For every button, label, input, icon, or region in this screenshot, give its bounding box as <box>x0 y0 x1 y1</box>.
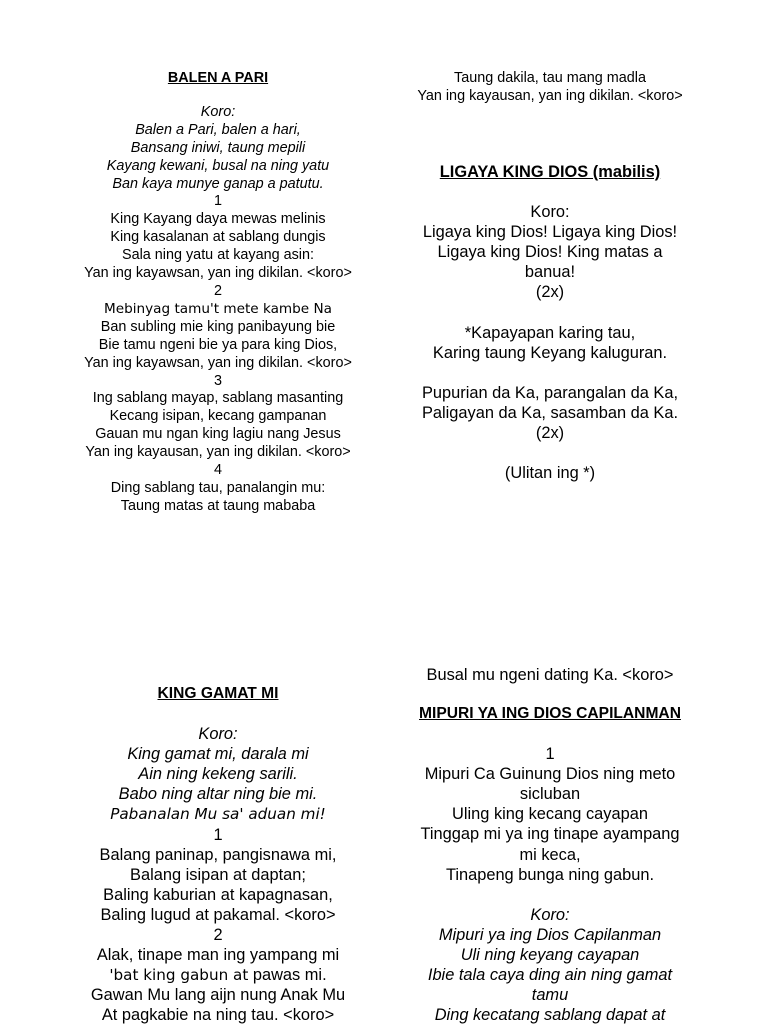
lyric-line: Yan ing kayausan, yan ing dikilan. <koro> <box>85 444 351 461</box>
lyric-line: Baling lugud at pakamal. <koro> <box>100 905 336 924</box>
lyric-line: Babo ning altar ning bie mi. <box>118 785 318 804</box>
lyric-line: sicluban <box>519 785 581 804</box>
koro-label: Koro: <box>200 103 236 120</box>
lyric-line: King kasalanan at sablang dungis <box>110 229 326 246</box>
lyric-line: Balang paninap, pangisnawa mi, <box>99 845 337 864</box>
lyric-line: Pupurian da Ka, parangalan da Ka, <box>421 383 679 402</box>
lyric-line: Ing sablang mayap, sablang masanting <box>92 390 344 407</box>
lyric-line: Taung matas at taung mababa <box>120 497 316 514</box>
lyric-line: mi keca, <box>519 845 581 864</box>
lyric-line: King gamat mi, darala mi <box>127 745 309 764</box>
lyric-line: tamu <box>531 986 569 1005</box>
song-title: BALEN A PARI <box>167 70 269 86</box>
song-king-gamat-mi <box>48 684 388 1026</box>
verse-number: 4 <box>213 462 222 479</box>
lyric-line: Mipuri ya ing Dios Capilanman <box>438 925 662 944</box>
lyric-fragment: pawas mi. <box>248 966 327 985</box>
verse-number: 3 <box>213 372 222 389</box>
lyric-line: Bansang iniwi, taung mepili <box>130 139 306 156</box>
lyric-line: Ligaya king Dios! King matas a <box>437 243 663 262</box>
lyric-line: Sala ning yatu at kayang asin: <box>121 247 314 264</box>
lyric-line: *Kapayapan karing tau, <box>464 323 636 342</box>
lyric-fragment: 'bat king gabun at <box>109 966 249 985</box>
verse-number: 1 <box>213 193 222 210</box>
song-title: MIPURI YA ING DIOS CAPILANMAN <box>419 705 681 722</box>
lyric-line: Mebinyag tamu't mete kambe Na <box>104 300 332 317</box>
lyric-line: Karing taung Keyang kaluguran. <box>432 343 668 362</box>
verse-number: 2 <box>213 282 222 299</box>
lyric-line: Uli ning keyang cayapan <box>460 945 640 964</box>
lyric-line: Yan ing kayawsan, yan ing dikilan. <koro> <box>84 265 352 282</box>
verse-number: 1 <box>213 825 223 844</box>
lyric-line: Tinggap mi ya ing tinape ayampang <box>420 825 680 844</box>
song-balen-a-pari <box>48 70 388 516</box>
lyric-line: At pagkabie na ning tau. <koro> <box>101 1006 335 1025</box>
koro-label: Koro: <box>530 905 570 924</box>
lyric-line: Mipuri Ca Guinung Dios ning meto <box>424 765 676 784</box>
repeat-mark: (2x) <box>535 423 565 442</box>
lyric-line: Pabanalan Mu sa' aduan mi! <box>110 805 326 824</box>
lyric-line: Baling kaburian at kapagnasan, <box>103 885 333 904</box>
lyric-line: Ding kecatang sablang dapat at <box>434 1006 666 1025</box>
song-balen-continuation <box>390 70 710 106</box>
koro-label: Koro: <box>530 203 570 222</box>
verse-number: 2 <box>213 926 223 945</box>
lyric-line: Uling king kecang cayapan <box>452 805 648 824</box>
lyric-line: Ban kaya munye ganap a patutu. <box>112 175 324 192</box>
lyric-line <box>48 965 388 985</box>
verse-number: 1 <box>545 745 555 764</box>
lyric-line: Balang isipan at daptan; <box>130 865 306 884</box>
song-title: LIGAYA KING DIOS (mabilis) <box>439 163 661 181</box>
repeat-mark: (2x) <box>535 283 565 302</box>
song-mipuri-ya-ing-dios <box>390 704 710 1025</box>
lyric-line: Balen a Pari, balen a hari, <box>135 121 301 138</box>
lyric-line: Alak, tinape man ing yampang mi <box>96 946 340 965</box>
lyric-line: Ibie tala caya ding ain ning gamat <box>427 966 673 985</box>
lyric-line: Bie tamu ngeni bie ya para king Dios, <box>98 336 338 353</box>
song-title: KING GAMAT MI <box>157 685 279 702</box>
lyric-line: Kecang isipan, kecang gampanan <box>109 408 327 425</box>
lyric-line: Gauan mu ngan king lagiu nang Jesus <box>95 426 341 443</box>
lyric-line: Ding sablang tau, panalangin mu: <box>110 479 326 496</box>
lyric-line: Ligaya king Dios! Ligaya king Dios! <box>422 223 678 242</box>
song-gamat-continuation <box>390 665 710 685</box>
song-ligaya-king-dios <box>390 162 710 483</box>
lyric-line: Busal mu ngeni dating Ka. <koro> <box>426 666 674 684</box>
lyric-line: Ban subling mie king panibayung bie <box>100 318 336 335</box>
lyric-line: Tinapeng bunga ning gabun. <box>445 865 655 884</box>
lyric-line: Gawan Mu lang aijn nung Anak Mu <box>90 986 346 1005</box>
lyric-line: Yan ing kayausan, yan ing dikilan. <koro> <box>417 87 683 104</box>
lyric-line: Ain ning kekeng sarili. <box>138 765 298 784</box>
lyric-line: King Kayang daya mewas melinis <box>110 211 326 228</box>
repeat-instruction: (Ulitan ing *) <box>504 464 596 483</box>
lyric-line: Paligayan da Ka, sasamban da Ka. <box>421 403 679 422</box>
lyric-line: banua! <box>524 263 576 282</box>
lyric-line: Kayang kewani, busal na ning yatu <box>106 157 330 174</box>
lyric-line: Taung dakila, tau mang madla <box>454 70 646 86</box>
lyric-line: Yan ing kayawsan, yan ing dikilan. <koro> <box>84 354 352 371</box>
koro-label: Koro: <box>198 725 238 744</box>
